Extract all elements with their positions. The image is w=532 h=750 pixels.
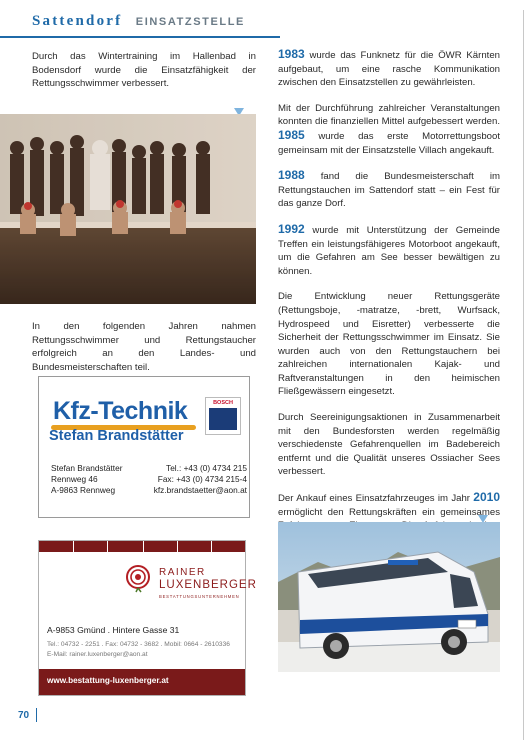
year-1988: 1988: [278, 168, 305, 183]
lux-website: www.bestattung-luxenberger.at: [47, 676, 169, 685]
left-paragraph-1: Durch das Wintertraining im Hallenbad in Bodensdorf wurde die Einsatzfähigkeit der Rettungsschwimmer verbessert.: [32, 51, 256, 90]
kfz-fax: Fax: +43 (0) 4734 215-4: [157, 474, 247, 484]
bosch-badge-graphic: [209, 408, 237, 430]
luxenberger-ad: [38, 540, 257, 696]
lux-name-first: RAINER: [159, 567, 206, 578]
text-1985: wurde das erste Motorrettungsboot gemeinsam mit der Einsatzstelle Villach angekauft.: [278, 130, 500, 156]
bosch-badge: [205, 397, 241, 435]
lux-phones: Tel.: 04732 - 2251 . Fax: 04732 - 3682 . Mobil: 0664 - 2610336: [47, 641, 230, 648]
page-number-rule: [36, 708, 37, 722]
rose-logo-icon: [123, 563, 153, 593]
swimmers-photo: [0, 114, 256, 304]
lux-name-last: LUXENBERGER: [159, 579, 257, 591]
header-section: EINSATZSTELLE: [135, 16, 245, 28]
rescue-vehicle-photo: [278, 522, 500, 672]
history-paragraph-equipment: Die Entwicklung neuer Rettungsgeräte (Rettungsboje, -matratze, -brett, Wurfsack, Hydrospeed und Eisretter) verbesserte die Sicherheit der Rettungsschwimmer im Einsatz. Sie wurden auch von den Rettungstauchern bei zahlreichen internationalen Kajak- und Raftveranstaltungen in den heimischen Fließgewässern eingesetzt.: [278, 291, 500, 398]
year-1985: 1985: [278, 127, 305, 142]
swimmers-photo-image: [0, 114, 256, 304]
text-1985-intro: Mit der Durchführung zahlreicher Veranstaltungen konnten die finanziellen Mittel aufgebessert werden.: [278, 102, 500, 128]
history-paragraph-lake-cleanup: Durch Seereinigungsaktionen in Zusammenarbeit mit den Bundesforsten werden regelmäßig verschiedenste Gefahrenquellen im Badebereich entfernt und die Qualität unseres Ossiacher Sees verbessert.: [278, 412, 500, 478]
page-number: 70: [18, 710, 30, 721]
right-column: [278, 48, 500, 572]
text-2010-intro: Der Ankauf eines Einsatzfahrzeuges im Jahr: [278, 493, 474, 505]
history-paragraph-1992: [278, 223, 500, 278]
lux-email: E-Mail: rainer.luxenberger@aon.at: [47, 651, 148, 658]
history-paragraph-1985: [278, 102, 500, 157]
kfz-contact-block: [51, 463, 247, 496]
text-1988: fand die Bundesmeisterschaft im Rettungstauchen im Sattendorf statt – ein Fest für das ganze Dorf.: [278, 171, 500, 210]
rescue-vehicle-image: [278, 522, 500, 672]
lux-bottom-bar: [39, 669, 245, 695]
lux-address: A-9853 Gmünd . Hintere Gasse 31: [47, 625, 180, 635]
kfz-name: Stefan Brandstätter: [51, 463, 123, 473]
kfz-logo-subtitle: Stefan Brandstätter: [49, 428, 184, 444]
kfz-tel: Tel.: +43 (0) 4734 215: [166, 463, 247, 473]
lux-top-bar: [39, 541, 245, 552]
left-paragraph-2: In den folgenden Jahren nahmen Rettungsschwimmer und Rettungstaucher erfolgreich an den Landes- und Bundesmeisterschaften teil.: [32, 321, 256, 373]
page-edge-rule: [523, 10, 524, 740]
year-2010: 2010: [473, 490, 500, 505]
kfz-street: Rennweg 46: [51, 474, 98, 484]
header-place: Sattendorf: [32, 13, 123, 29]
lux-tagline: BESTATTUNGSUNTERNEHMEN: [159, 594, 240, 599]
bosch-badge-label: BOSCH: [213, 400, 233, 406]
kfz-city: A-9863 Rennweg: [51, 485, 116, 495]
header-rule: [0, 36, 280, 38]
text-2010: ermöglicht den Rettungskräften ein gemeinsames: [278, 506, 500, 518]
kfz-email: kfz.brandstaetter@aon.at: [153, 485, 247, 495]
history-paragraph-1988: [278, 169, 500, 211]
year-1992: 1992: [278, 221, 305, 236]
history-paragraph-1983: [278, 48, 500, 90]
text-1992: wurde mit Unterstützung der Gemeinde Treffen ein leistungsfähigeres Motorboot angekauft, um die Gefahren am See besser bewältigen zu können.: [278, 224, 500, 277]
year-1983: 1983: [278, 47, 305, 61]
page-header: [32, 12, 245, 34]
kfz-logo-title: Kfz-Technik: [53, 397, 188, 425]
text-1983: wurde das Funknetz für die ÖWR Kärnten aufgebaut, um eine rasche Kommunikation zwischen den Einsatzstellen zu gewährleisten.: [278, 50, 500, 89]
kfz-technik-ad: [38, 376, 250, 518]
